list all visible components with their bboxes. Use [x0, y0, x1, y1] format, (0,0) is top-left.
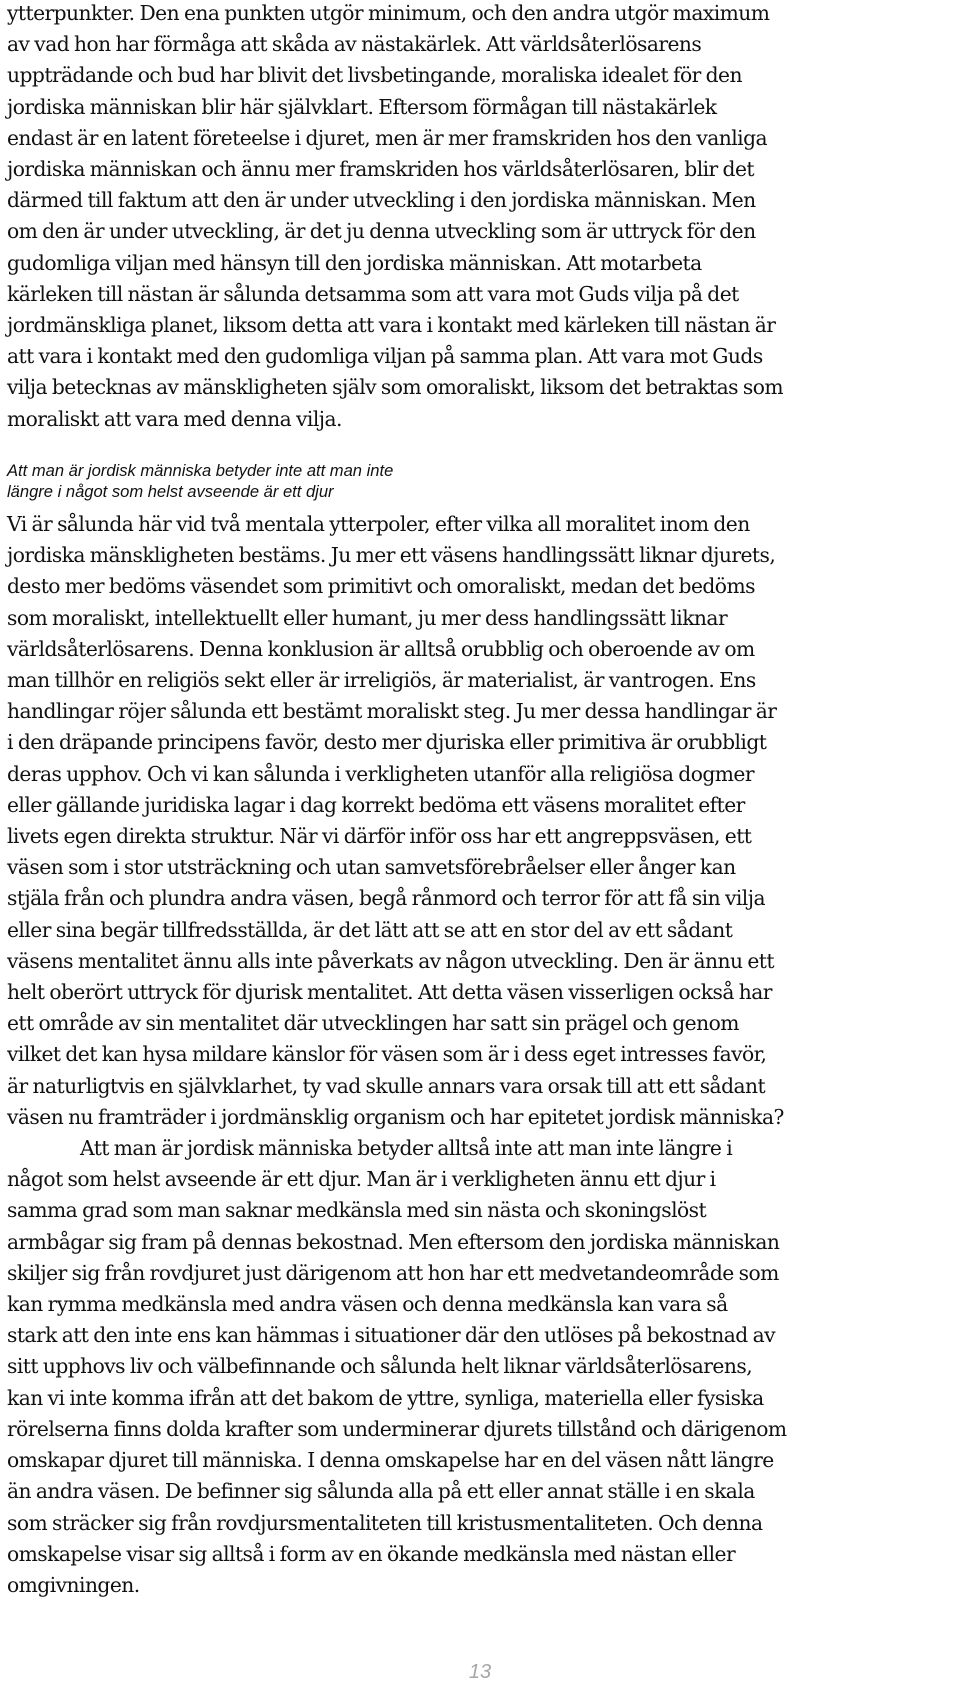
text-line: världsåterlösarens. Denna konklusion är alltså orubblig och oberoende av om — [7, 636, 755, 661]
text-line: jordiska mänskligheten bestäms. Ju mer ett väsens handlingssätt liknar djurets, — [7, 543, 776, 568]
text-line: omskapelse visar sig alltså i form av en ökande medkänsla med nästan eller — [7, 1541, 736, 1566]
text-line: av vad hon har förmåga att skåda av nästakärlek. Att världsåterlösarens — [7, 32, 702, 57]
text-line: jordiska människan och ännu mer framskriden hos världsåterlösaren, blir det — [7, 157, 754, 182]
text-line: helt oberört uttryck för djurisk mentalitet. Att detta väsen visserligen också har — [7, 980, 772, 1005]
text-line: sitt upphovs liv och välbefinnande och sålunda helt liknar världsåterlösarens, — [7, 1354, 753, 1379]
text-line: stjäla från och plundra andra väsen, begå rånmord och terror för att få sin vilja — [7, 886, 765, 911]
text-line: rörelserna finns dolda krafter som underminerar djurets tillstånd och därigenom — [7, 1416, 787, 1441]
text-line: än andra väsen. De befinner sig sålunda alla på ett eller annat ställe i en skala — [7, 1479, 755, 1504]
text-line: uppträdande och bud har blivit det livsbetingande, moraliska idealet för den — [7, 63, 742, 88]
text-line: desto mer bedöms väsendet som primitivt och omoraliskt, medan det bedöms — [7, 574, 755, 599]
text-line: därmed till faktum att den är under utveckling i den jordiska människan. Men — [7, 188, 756, 213]
text-line: kan vi inte komma ifrån att det bakom de yttre, synliga, materiella eller fysiska — [7, 1385, 764, 1410]
text-line: om den är under utveckling, är det ju denna utveckling som är uttryck för den — [7, 219, 756, 244]
text-line: deras upphov. Och vi kan sålunda i verkligheten utanför alla religiösa dogmer — [7, 761, 754, 786]
body-paragraph-1 — [7, 0, 959, 435]
text-line: skiljer sig från rovdjuret just därigenom att hon har ett medvetandeområde som — [7, 1260, 779, 1285]
body-paragraph-2 — [7, 509, 959, 1601]
text-line: som sträcker sig från rovdjursmentaliteten till kristusmentaliteten. Och denna — [7, 1510, 763, 1535]
text-line: Vi är sålunda här vid två mentala ytterpoler, efter vilka all moralitet inom den — [7, 512, 750, 536]
text-line: ett område av sin mentalitet där utvecklingen har satt sin prägel och genom — [7, 1011, 739, 1036]
text-line: stark att den inte ens kan hämmas i situationer där den utlöses på bekostnad av — [7, 1323, 775, 1348]
text-line: vilket det kan hysa mildare känslor för väsen som är i dess eget intresses favör, — [7, 1042, 767, 1067]
text-line: något som helst avseende är ett djur. Man är i verkligheten ännu ett djur i — [7, 1167, 716, 1192]
text-line: kan rymma medkänsla med andra väsen och denna medkänsla kan vara så — [7, 1292, 728, 1317]
text-line: omgivningen. — [7, 1572, 140, 1597]
text-line: är naturligtvis en självklarhet, ty vad skulle annars vara orsak till att ett sådant — [7, 1073, 766, 1098]
text-line: väsens mentalitet ännu alls inte påverkats av någon utveckling. Den är ännu ett — [7, 948, 774, 973]
text-line: som moraliskt, intellektuellt eller humant, ju mer dess handlingssätt liknar — [7, 605, 728, 630]
text-line: i den dräpande principens favör, desto mer djuriska eller primitiva är orubbligt — [7, 730, 767, 755]
text-line: samma grad som man saknar medkänsla med sin nästa och skoningslöst — [7, 1198, 707, 1223]
text-line: endast är en latent företeelse i djuret, men är mer framskriden hos den vanliga — [7, 125, 768, 150]
text-line: handlingar röjer sålunda ett bestämt moraliskt steg. Ju mer dessa handlingar är — [7, 699, 777, 724]
text-line: livets egen direkta struktur. När vi därför inför oss har ett angreppsväsen, ett — [7, 824, 752, 849]
text-line: jordmänskliga planet, liksom detta att vara i kontakt med kärleken till nästan är — [7, 313, 776, 338]
text-line: jordiska människan blir här självklart. Eftersom förmågan till nästakärlek — [7, 94, 717, 119]
text-line: kärleken till nästan är sålunda detsamma som att vara mot Guds vilja på det — [7, 281, 739, 306]
text-line: Att man är jordisk människa betyder alltså inte att man inte längre i — [80, 1136, 733, 1161]
text-line: gudomliga viljan med hänsyn till den jordiska människan. Att motarbeta — [7, 250, 702, 275]
text-line: omskapar djuret till människa. I denna omskapelse har en del väsen nått längre — [7, 1448, 774, 1473]
text-line: ytterpunkter. Den ena punkten utgör minimum, och den andra utgör maximum — [7, 1, 770, 25]
text-line: väsen som i stor utsträckning och utan samvetsförebråelser eller ånger kan — [7, 855, 736, 880]
text-line: väsen nu framträder i jordmänsklig organism och har epitetet jordisk människa? — [7, 1104, 784, 1129]
subheading-line: längre i något som helst avseende är ett djur — [7, 482, 334, 501]
section-subheading — [7, 460, 907, 502]
page-number: 13 — [468, 1661, 492, 1683]
text-line: eller gällande juridiska lagar i dag korrekt bedöma ett väsens moralitet efter — [7, 792, 745, 817]
text-line: eller sina begär tillfredsställda, är det lätt att se att en stor del av ett sådant — [7, 917, 733, 942]
subheading-line: Att man är jordisk människa betyder inte att man inte — [7, 461, 394, 480]
text-line: moraliskt att vara med denna vilja. — [7, 406, 342, 431]
text-line: armbågar sig fram på dennas bekostnad. Men eftersom den jordiska människan — [7, 1229, 780, 1254]
text-line: man tillhör en religiös sekt eller är irreligiös, är materialist, är vantrogen. Ens — [7, 668, 756, 693]
text-line: vilja betecknas av mänskligheten själv som omoraliskt, liksom det betraktas som — [7, 375, 784, 400]
text-line: att vara i kontakt med den gudomliga viljan på samma plan. Att vara mot Guds — [7, 344, 763, 369]
